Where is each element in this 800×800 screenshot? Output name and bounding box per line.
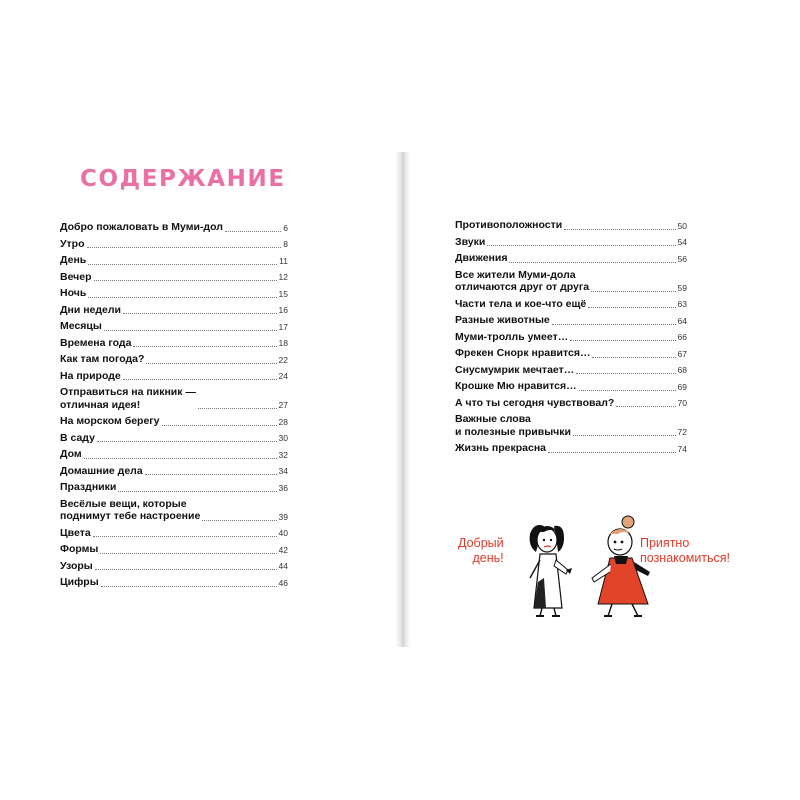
toc-entry-page-number: 54 (677, 237, 687, 247)
dot-leader (93, 536, 277, 537)
dot-leader (579, 390, 676, 391)
toc-entry (455, 442, 687, 455)
toc-entry-title: Вечер (60, 270, 92, 283)
toc-entry-page-number: 50 (677, 220, 687, 231)
toc-entry (60, 254, 288, 267)
dot-leader (87, 247, 282, 248)
dot-leader (123, 379, 277, 380)
toc-entry-page-number: 16 (278, 305, 288, 315)
toc-entry-title: Важные слова и полезные привычки (455, 413, 571, 438)
toc-entry (60, 386, 288, 411)
toc-entry-page-number: 15 (278, 288, 288, 299)
toc-entry-title: Отправиться на пикник — отличная идея! (60, 386, 196, 411)
toc-entry-title: Весёлые вещи, которые поднимут тебе настроение (60, 497, 201, 522)
toc-right-column (455, 219, 687, 459)
characters-illustration (500, 512, 670, 627)
dot-leader (564, 229, 675, 230)
contents-heading: СОДЕРЖАНИЕ (80, 166, 286, 192)
toc-entry-title: Утро (60, 237, 85, 250)
dot-leader (123, 313, 277, 314)
toc-entry (455, 331, 687, 344)
toc-entry-page-number: 8 (283, 239, 288, 249)
toc-entry (60, 432, 288, 445)
toc-entry-title: Дни недели (60, 303, 122, 316)
dot-leader (133, 346, 276, 347)
toc-entry (60, 448, 288, 461)
toc-entry-page-number: 40 (278, 528, 288, 538)
toc-entry-title: День (60, 254, 87, 266)
toc-entry (455, 269, 687, 294)
toc-entry-page-number: 67 (677, 348, 687, 359)
dot-leader (573, 435, 676, 436)
toc-entry-page-number: 30 (278, 433, 288, 443)
toc-entry-page-number: 28 (278, 416, 288, 427)
toc-entry-title: А что ты сегодня чувствовал? (455, 396, 615, 409)
toc-entry-page-number: 11 (279, 255, 288, 266)
toc-entry-page-number: 46 (278, 577, 288, 588)
dot-leader (588, 307, 675, 308)
toc-entry-page-number: 64 (677, 315, 687, 326)
toc-entry-title: Дом (60, 448, 82, 460)
toc-entry-page-number: 32 (278, 449, 288, 460)
toc-entry-page-number: 24 (278, 371, 288, 381)
toc-entry (455, 397, 687, 410)
toc-entry-title: Формы (60, 543, 99, 555)
dot-leader (104, 330, 277, 331)
dot-leader (552, 324, 676, 325)
toc-entry-title: Все жители Муми-дола отличаются друг от друга (455, 268, 590, 293)
toc-entry-title: Как там погода? (60, 353, 145, 365)
toc-entry-page-number: 12 (278, 272, 288, 282)
toc-entry-page-number: 66 (677, 332, 687, 342)
speech-text-left: Добрый день! (458, 536, 504, 565)
dot-leader (592, 357, 675, 358)
dot-leader (97, 441, 277, 442)
toc-entry-page-number: 36 (278, 482, 288, 493)
book-gutter (395, 152, 411, 647)
toc-entry-page-number: 70 (677, 398, 687, 408)
toc-entry-page-number: 6 (283, 222, 288, 233)
toc-entry-title: Фрекен Снорк нравится… (455, 347, 591, 359)
little-my-character (592, 516, 650, 616)
toc-entry (60, 238, 288, 251)
toc-entry (60, 353, 288, 366)
toc-entry-page-number: 44 (278, 561, 288, 571)
dot-leader (88, 297, 276, 298)
dot-leader (162, 425, 277, 426)
dot-leader (145, 474, 277, 475)
speech-text-right: Приятно познакомиться! (640, 536, 731, 565)
toc-left-column (60, 221, 288, 593)
toc-entry-title: Ночь (60, 287, 87, 299)
toc-entry-page-number: 22 (278, 354, 288, 365)
dot-leader (100, 553, 276, 554)
toc-entry-page-number: 69 (677, 381, 687, 392)
dot-leader (570, 340, 675, 341)
girl-character-left (530, 525, 572, 616)
toc-entry (60, 498, 288, 523)
toc-entry-title: Противоположности (455, 219, 563, 231)
toc-entry-title: Части тела и кое-что ещё (455, 297, 587, 310)
toc-entry-title: Месяцы (60, 320, 102, 332)
toc-entry-page-number: 59 (677, 282, 687, 293)
toc-entry-title: В саду (60, 431, 95, 444)
toc-entry-title: Звуки (455, 235, 486, 248)
dot-leader (225, 231, 281, 232)
toc-entry (455, 364, 687, 377)
dot-leader (509, 262, 675, 263)
toc-entry-title: Муми-тролль умеет… (455, 330, 569, 343)
toc-entry (455, 252, 687, 265)
toc-entry (60, 287, 288, 300)
toc-entry-title: На природе (60, 369, 121, 382)
dot-leader (84, 458, 277, 459)
dot-leader (576, 373, 675, 374)
toc-entry (455, 219, 687, 232)
toc-entry (60, 271, 288, 284)
toc-entry-page-number: 34 (278, 466, 288, 476)
dot-leader (487, 245, 675, 246)
toc-entry-title: Цвета (60, 526, 91, 539)
dot-leader (88, 264, 277, 265)
toc-entry (455, 314, 687, 327)
dot-leader (95, 569, 277, 570)
toc-entry-title: Движения (455, 252, 508, 264)
toc-entry (455, 380, 687, 393)
toc-entry-page-number: 39 (278, 511, 288, 522)
dot-leader (616, 406, 675, 407)
toc-entry-title: Крошке Мю нравится… (455, 380, 577, 392)
toc-entry (60, 320, 288, 333)
toc-entry-page-number: 18 (278, 338, 288, 348)
toc-entry-page-number: 68 (677, 365, 687, 375)
toc-entry (60, 337, 288, 350)
toc-entry-title: Узоры (60, 559, 93, 572)
toc-entry-title: Жизнь прекрасна (455, 442, 547, 454)
toc-entry-title: Времена года (60, 336, 132, 349)
toc-entry-page-number: 63 (677, 299, 687, 309)
toc-entry (455, 413, 687, 438)
toc-entry (455, 236, 687, 249)
dot-leader (101, 586, 277, 587)
toc-entry-title: Разные животные (455, 314, 550, 326)
toc-entry-title: Праздники (60, 481, 117, 493)
dot-leader (591, 291, 675, 292)
toc-entry (60, 576, 288, 589)
dot-leader (198, 408, 277, 409)
toc-entry (60, 304, 288, 317)
toc-entry-page-number: 27 (278, 400, 288, 410)
toc-entry-title: Домашние дела (60, 464, 143, 477)
toc-entry (60, 221, 288, 234)
toc-entry-title: На морском берегу (60, 415, 160, 427)
toc-entry-title: Добро пожаловать в Муми-дол (60, 221, 223, 233)
toc-entry (60, 465, 288, 478)
toc-entry-title: Снусмумрик мечтает… (455, 363, 575, 376)
toc-entry-page-number: 56 (677, 253, 687, 264)
toc-entry-title: Цифры (60, 576, 99, 588)
toc-entry (60, 560, 288, 573)
dot-leader (146, 363, 276, 364)
dot-leader (202, 520, 276, 521)
dot-leader (94, 280, 277, 281)
toc-entry (455, 298, 687, 311)
dot-leader (548, 452, 676, 453)
toc-entry-page-number: 74 (677, 443, 687, 454)
toc-entry (60, 527, 288, 540)
toc-entry-page-number: 72 (677, 427, 687, 437)
toc-entry (60, 415, 288, 428)
toc-entry (60, 543, 288, 556)
toc-entry-page-number: 17 (278, 321, 288, 332)
toc-entry (60, 370, 288, 383)
toc-entry-page-number: 42 (278, 544, 288, 555)
toc-entry (455, 347, 687, 360)
toc-entry (60, 481, 288, 494)
dot-leader (118, 491, 276, 492)
